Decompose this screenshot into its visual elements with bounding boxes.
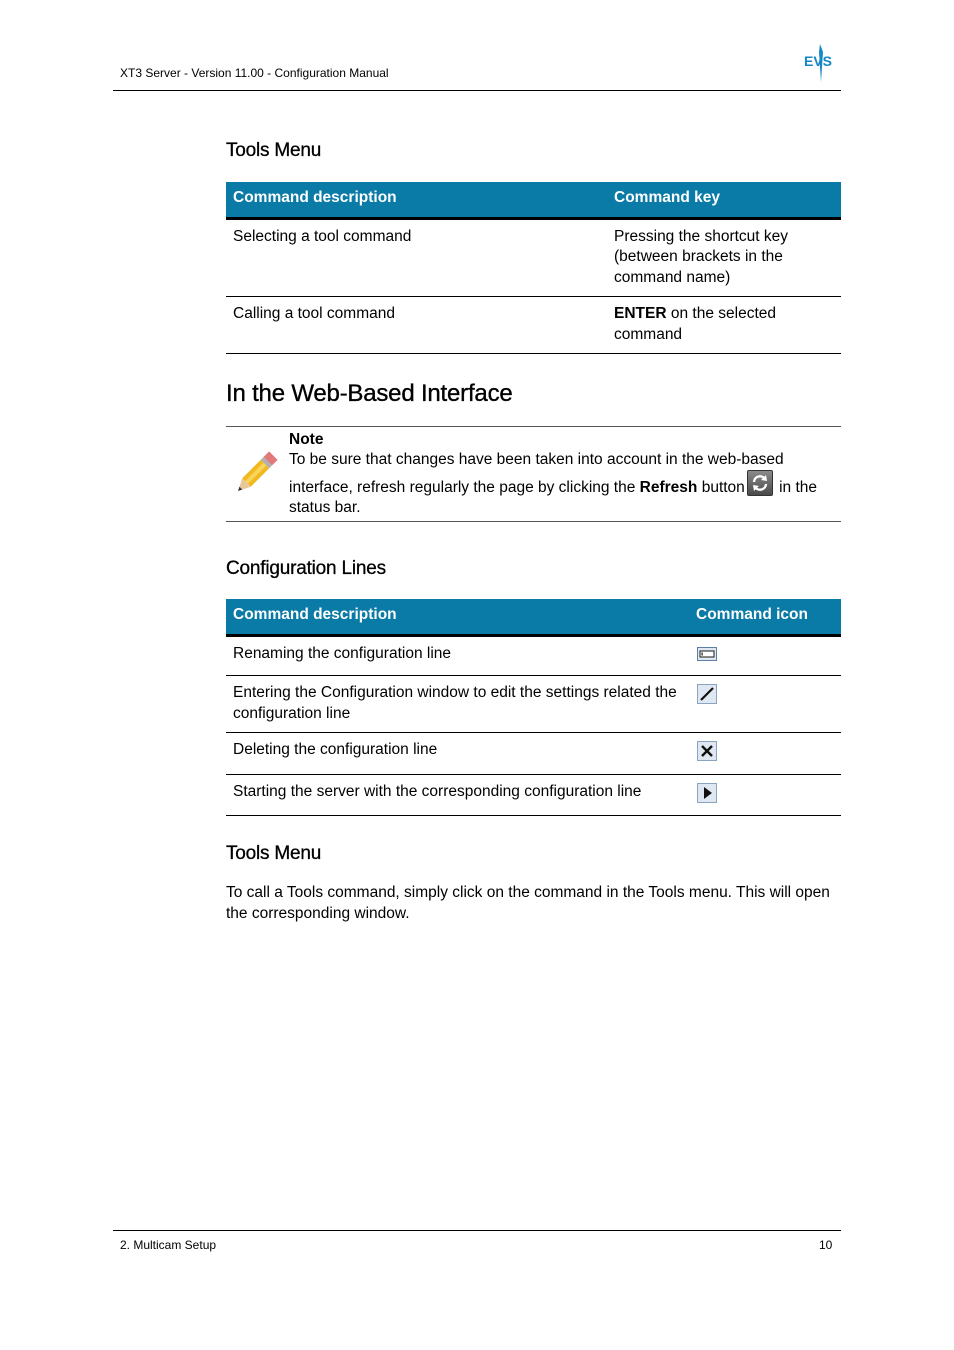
document-title: XT3 Server - Version 11.00 - Configuration Manual [120, 66, 389, 80]
svg-text:EVS: EVS [804, 53, 833, 69]
note-content [289, 430, 839, 518]
command-description: Deleting the configuration line [226, 733, 689, 775]
note-divider-bottom [226, 521, 841, 522]
table-row [226, 676, 841, 733]
command-key [607, 297, 841, 354]
command-description: Selecting a tool command [226, 218, 607, 297]
page-number: 10 [819, 1238, 833, 1252]
table-row [226, 774, 841, 816]
header-divider [113, 90, 841, 91]
command-description: Starting the server with the corresponding configuration line [226, 774, 689, 816]
section-heading-tools-menu-web: Tools Menu [226, 843, 322, 864]
column-header-description: Command description [226, 599, 689, 635]
config-lines-table [226, 599, 841, 816]
refresh-label: Refresh [639, 479, 698, 496]
command-description: Renaming the configuration line [226, 635, 689, 676]
section-heading-web-interface: In the Web-Based Interface [226, 380, 513, 407]
column-header-icon: Command icon [689, 599, 841, 635]
table-row [226, 733, 841, 775]
section-heading-tools-menu: Tools Menu [226, 140, 322, 161]
rename-icon [697, 645, 717, 663]
edit-pencil-icon [697, 684, 717, 704]
command-description: Calling a tool command [226, 297, 607, 354]
command-key: Pressing the shortcut key (between brackets in the command name) [607, 218, 841, 297]
table-row [226, 218, 841, 297]
note-divider-top [226, 426, 841, 427]
tools-menu-table [226, 182, 841, 354]
delete-x-icon [697, 741, 717, 761]
section-heading-config-lines: Configuration Lines [226, 558, 386, 579]
chapter-label: 2. Multicam Setup [120, 1238, 217, 1252]
command-description: Entering the Configuration window to edit the settings related the configuration line [226, 676, 689, 733]
column-header-description: Command description [226, 182, 607, 218]
table-row [226, 635, 841, 676]
key-name: ENTER [614, 305, 667, 322]
evs-logo [804, 44, 838, 82]
table-row [226, 297, 841, 354]
tools-menu-paragraph: To call a Tools command, simply click on the command in the Tools menu. This will open the corresponding window. [226, 884, 830, 922]
note-text: To be sure that changes have been taken into account in the web-based interface, refresh regularly the page by clicking the Refresh button in the status bar. [289, 451, 818, 516]
footer-divider [113, 1230, 841, 1231]
refresh-icon [747, 470, 773, 496]
play-icon [697, 783, 717, 803]
note-title: Note [289, 431, 324, 448]
pencil-icon [232, 450, 278, 498]
key-suffix: on the selected command [614, 305, 776, 343]
column-header-key: Command key [607, 182, 841, 218]
